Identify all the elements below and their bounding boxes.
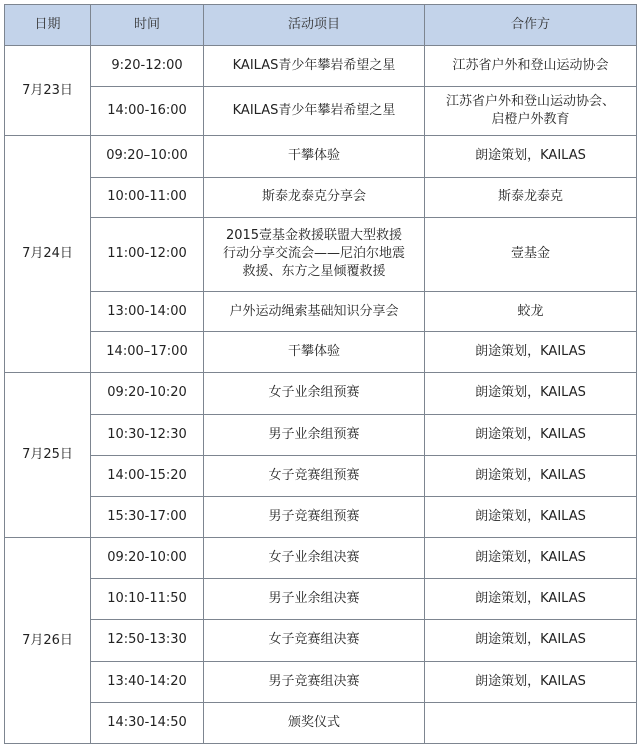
time-cell: 10:10-11:50 (91, 579, 204, 620)
partner-cell: 朗途策划，KAILAS (425, 496, 637, 537)
partner-cell: 斯泰龙泰克 (425, 177, 637, 217)
partner-cell: 朗途策划，KAILAS (425, 579, 637, 620)
table-row (5, 661, 637, 702)
header-time: 时间 (91, 5, 204, 46)
partner-cell: 朗途策划，KAILAS (425, 620, 637, 661)
activity-cell: 女子业余组预赛 (204, 373, 425, 414)
table-row (5, 414, 637, 455)
partner-cell: 朗途策划，KAILAS (425, 332, 637, 373)
time-cell: 14:30-14:50 (91, 702, 204, 743)
table-row (5, 136, 637, 177)
activity-cell: 女子竞赛组决赛 (204, 620, 425, 661)
table-row (5, 46, 637, 87)
activity-cell: 女子竞赛组预赛 (204, 455, 425, 496)
table-row (5, 217, 637, 291)
table-row (5, 702, 637, 743)
time-cell: 10:30-12:30 (91, 414, 204, 455)
table-row (5, 620, 637, 661)
table-row (5, 373, 637, 414)
time-cell: 14:00–17:00 (91, 332, 204, 373)
partner-cell: 朗途策划，KAILAS (425, 661, 637, 702)
header-row (5, 5, 637, 46)
table-body (5, 46, 637, 744)
date-cell: 7月23日 (5, 46, 91, 136)
time-cell: 11:00-12:00 (91, 217, 204, 291)
time-cell: 13:00-14:00 (91, 292, 204, 332)
time-cell: 14:00-16:00 (91, 87, 204, 136)
partner-cell: 江苏省户外和登山运动协会、 启橙户外教育 (425, 87, 637, 136)
date-cell: 7月24日 (5, 136, 91, 373)
activity-cell: 户外运动绳索基础知识分享会 (204, 292, 425, 332)
activity-cell: 干攀体验 (204, 332, 425, 373)
table-row (5, 177, 637, 217)
partner-cell: 朗途策划，KAILAS (425, 136, 637, 177)
table-row (5, 538, 637, 579)
time-cell: 09:20–10:00 (91, 136, 204, 177)
activity-cell: 女子业余组决赛 (204, 538, 425, 579)
date-cell: 7月25日 (5, 373, 91, 538)
table-row (5, 332, 637, 373)
time-cell: 12:50-13:30 (91, 620, 204, 661)
activity-cell: KAILAS青少年攀岩希望之星 (204, 46, 425, 87)
activity-cell: 2015壹基金救援联盟大型救援 行动分享交流会——尼泊尔地震 救援、东方之星倾覆救援 (204, 217, 425, 291)
time-cell: 14:00-15:20 (91, 455, 204, 496)
activity-cell: 干攀体验 (204, 136, 425, 177)
schedule-table (4, 4, 637, 744)
partner-cell (425, 702, 637, 743)
time-cell: 09:20-10:00 (91, 538, 204, 579)
time-cell: 13:40-14:20 (91, 661, 204, 702)
table-row (5, 455, 637, 496)
partner-cell: 朗途策划，KAILAS (425, 538, 637, 579)
activity-cell: 男子业余组预赛 (204, 414, 425, 455)
time-cell: 9:20-12:00 (91, 46, 204, 87)
partner-cell: 朗途策划，KAILAS (425, 455, 637, 496)
header-activity: 活动项目 (204, 5, 425, 46)
partner-cell: 朗途策划，KAILAS (425, 373, 637, 414)
date-cell: 7月26日 (5, 538, 91, 744)
table-row (5, 292, 637, 332)
activity-cell: 男子业余组决赛 (204, 579, 425, 620)
partner-cell: 蛟龙 (425, 292, 637, 332)
time-cell: 09:20-10:20 (91, 373, 204, 414)
partner-cell: 壹基金 (425, 217, 637, 291)
table-row (5, 579, 637, 620)
activity-cell: 颁奖仪式 (204, 702, 425, 743)
activity-cell: KAILAS青少年攀岩希望之星 (204, 87, 425, 136)
time-cell: 10:00-11:00 (91, 177, 204, 217)
header-date: 日期 (5, 5, 91, 46)
activity-cell: 男子竞赛组预赛 (204, 496, 425, 537)
header-partner: 合作方 (425, 5, 637, 46)
activity-cell: 男子竞赛组决赛 (204, 661, 425, 702)
partner-cell: 朗途策划，KAILAS (425, 414, 637, 455)
partner-cell: 江苏省户外和登山运动协会 (425, 46, 637, 87)
table-row (5, 496, 637, 537)
activity-cell: 斯泰龙泰克分享会 (204, 177, 425, 217)
table-header (5, 5, 637, 46)
time-cell: 15:30-17:00 (91, 496, 204, 537)
table-row (5, 87, 637, 136)
